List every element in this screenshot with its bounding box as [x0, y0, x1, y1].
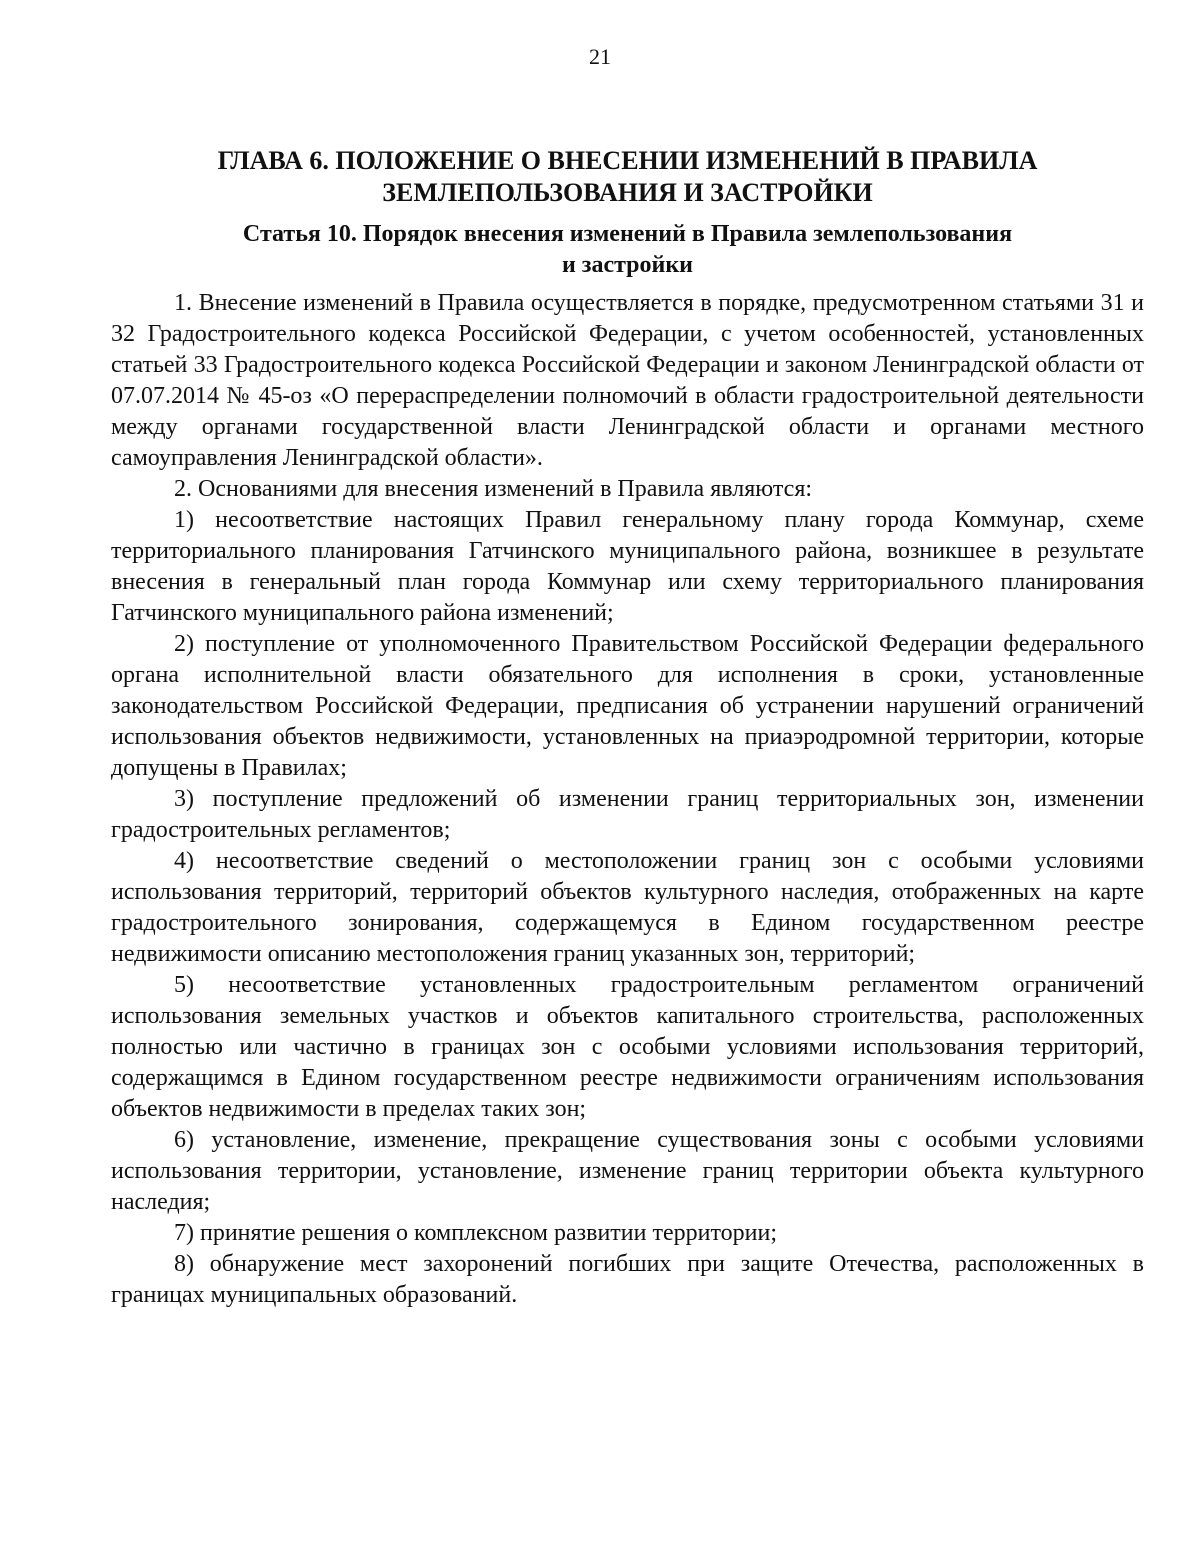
document-body	[111, 288, 1144, 1311]
chapter-title	[111, 145, 1144, 209]
article-title-line-2: и застройки	[561, 252, 694, 278]
list-item-4: 4) несоответствие сведений о местоположении границ зон с особыми условиями использования территорий, территорий объектов культурного наследия, отображенных на карте градостроительного зонирования, содержащемуся в Едином государственном реестре недвижимости описанию местоположения границ указанных зон, территорий;	[111, 848, 1144, 967]
list-item-5: 5) несоответствие установленных градостроительным регламентом ограничений использования земельных участков и объектов капитального строительства, расположенных полностью или частично в границах зон с особыми условиями использования территорий, содержащимся в Едином государственном реестре недвижимости ограничениям использования объектов недвижимости в пределах таких зон;	[111, 972, 1144, 1122]
list-item-2: 2) поступление от уполномоченного Правительством Российской Федерации федерального органа исполнительной власти обязательного для исполнения в сроки, установленные законодательством Российской Федерации, предписания об устранении нарушений ограничений использования объектов недвижимости, установленных на приаэродромной территории, которые допущены в Правилах;	[111, 631, 1144, 781]
article-title	[111, 219, 1144, 281]
list-item-6: 6) установление, изменение, прекращение существования зоны с особыми условиями использования территории, установление, изменение границ территории объекта культурного наследия;	[111, 1127, 1144, 1215]
list-item-8: 8) обнаружение мест захоронений погибших при защите Отечества, расположенных в границах муниципальных образований.	[111, 1251, 1144, 1308]
list-item-3: 3) поступление предложений об изменении границ территориальных зон, изменении градостроительных регламентов;	[111, 786, 1144, 843]
list-item-7: 7) принятие решения о комплексном развитии территории;	[174, 1220, 777, 1246]
article-title-line-1: Статья 10. Порядок внесения изменений в Правила землепользования	[242, 221, 1013, 247]
list-item-1: 1) несоответствие настоящих Правил генеральному плану города Коммунар, схеме территориального планирования Гатчинского муниципального района, возникшее в результате внесения в генеральный план города Коммунар или схему территориального планирования Гатчинского муниципального района изменений;	[111, 507, 1144, 626]
page-number: 21	[589, 44, 611, 69]
paragraph-2: 2. Основаниями для внесения изменений в Правила являются:	[174, 476, 813, 502]
paragraph-1: 1. Внесение изменений в Правила осуществляется в порядке, предусмотренном статьями 31 и 32 Градостроительного кодекса Российской Федерации, с учетом особенностей, установленных статьей 33 Градостроительного кодекса Российской Федерации и законом Ленинградской области от 07.07.2014 № 45-оз «О перераспределении полномочий в области градостроительной деятельности между органами государственной власти Ленинградской области и органами местного самоуправления Ленинградской области».	[111, 290, 1144, 471]
chapter-title-line-1: ГЛАВА 6. ПОЛОЖЕНИЕ О ВНЕСЕНИИ ИЗМЕНЕНИЙ В ПРАВИЛА	[217, 146, 1038, 175]
chapter-title-line-2: ЗЕМЛЕПОЛЬЗОВАНИЯ И ЗАСТРОЙКИ	[382, 178, 873, 207]
